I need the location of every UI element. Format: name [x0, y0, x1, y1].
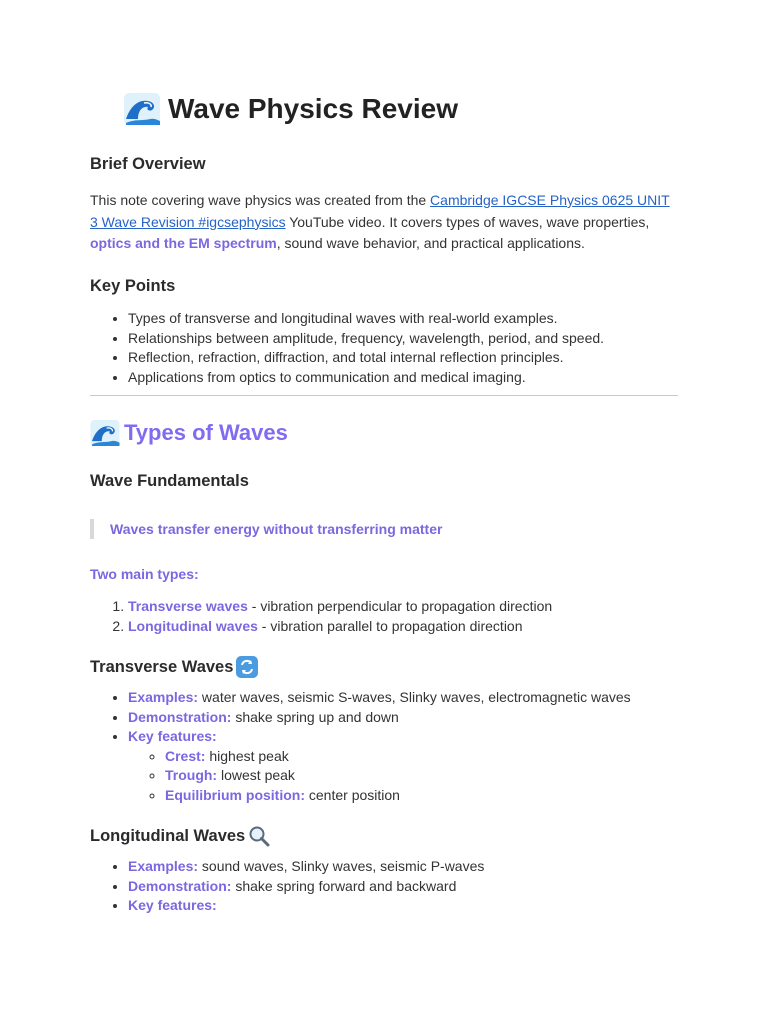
examples-text: sound waves, Slinky waves, seismic P-waves: [198, 858, 485, 874]
section-divider: [90, 395, 678, 396]
types-list: [90, 596, 688, 636]
overview-text-before: This note covering wave physics was created from the: [90, 192, 431, 208]
ocean-wave-icon: [124, 93, 160, 125]
transverse-heading: [90, 656, 258, 678]
list-item: [128, 596, 688, 616]
repeat-arrows-icon: [236, 656, 258, 678]
blockquote: Waves transfer energy without transferring matter: [90, 519, 670, 539]
list-item: [128, 616, 688, 636]
examples-label: Examples:: [128, 858, 199, 874]
feature-text: center position: [305, 786, 400, 803]
key-points-heading: Key Points: [90, 277, 176, 295]
list-item: [128, 896, 688, 916]
examples-label: Examples:: [128, 689, 199, 705]
demo-text: shake spring forward and backward: [231, 877, 457, 894]
list-item: • Reflection, refraction, diffraction, and total internal reflection principles.: [128, 348, 688, 368]
overview-paragraph: [90, 190, 678, 255]
wave-fundamentals-heading: Wave Fundamentals: [90, 472, 249, 490]
examples-text: water waves, seismic S-waves, Slinky waves, electromagnetic waves: [198, 689, 631, 705]
feature-label: Crest:: [165, 747, 206, 764]
demo-label: Demonstration:: [128, 708, 232, 725]
two-types-label: Two main types:: [90, 566, 199, 582]
feature-label: Equilibrium position:: [165, 786, 305, 803]
ocean-wave-icon: [90, 420, 120, 446]
type-name: Transverse waves: [128, 598, 248, 614]
list-item: [128, 877, 688, 897]
list-item: [165, 786, 688, 806]
section-title-types: [90, 420, 288, 446]
list-item: [128, 727, 688, 805]
list-item: • Relationships between amplitude, frequency, wavelength, period, and speed.: [128, 329, 688, 349]
type-desc: - vibration perpendicular to propagation direction: [247, 598, 553, 614]
transverse-list: [90, 688, 688, 805]
list-item: [128, 688, 688, 708]
demo-label: Demonstration:: [128, 877, 232, 894]
feature-text: highest peak: [205, 747, 289, 764]
features-label: Key features:: [128, 728, 217, 744]
section-title-text: Types of Waves: [124, 420, 288, 445]
page-title: [124, 93, 458, 125]
page-title-text: Wave Physics Review: [168, 93, 459, 124]
list-item: [165, 766, 688, 786]
key-points-list: [90, 309, 688, 387]
longitudinal-heading-text: Longitudinal Waves: [90, 826, 246, 845]
feature-text: lowest peak: [217, 767, 295, 783]
demo-text: shake spring up and down: [231, 708, 399, 725]
overview-highlight: optics and the EM spectrum: [90, 235, 277, 251]
longitudinal-list: [90, 857, 688, 916]
longitudinal-heading: [90, 825, 270, 847]
overview-text-after: , sound wave behavior, and practical applications.: [276, 235, 585, 251]
magnifier-icon: [248, 825, 270, 847]
transverse-heading-text: Transverse Waves: [90, 657, 234, 676]
list-item: • Applications from optics to communication and medical imaging.: [128, 368, 688, 388]
type-desc: - vibration parallel to propagation direction: [257, 618, 523, 634]
overview-heading: Brief Overview: [90, 155, 206, 173]
features-label: Key features:: [128, 897, 217, 913]
list-item: [128, 708, 688, 728]
features-sublist: [128, 747, 688, 806]
list-item: [165, 747, 688, 767]
feature-label: Trough:: [165, 767, 218, 783]
overview-text-middle: YouTube video. It covers types of waves, wave properties,: [285, 213, 650, 230]
video-link[interactable]: Cambridge IGCSE Physics 0625 UNIT 3 Wave Revision #igcsephysics: [90, 192, 670, 230]
list-item: [128, 857, 688, 877]
type-name: Longitudinal waves: [128, 618, 258, 634]
list-item: • Types of transverse and longitudinal waves with real-world examples.: [128, 309, 688, 329]
